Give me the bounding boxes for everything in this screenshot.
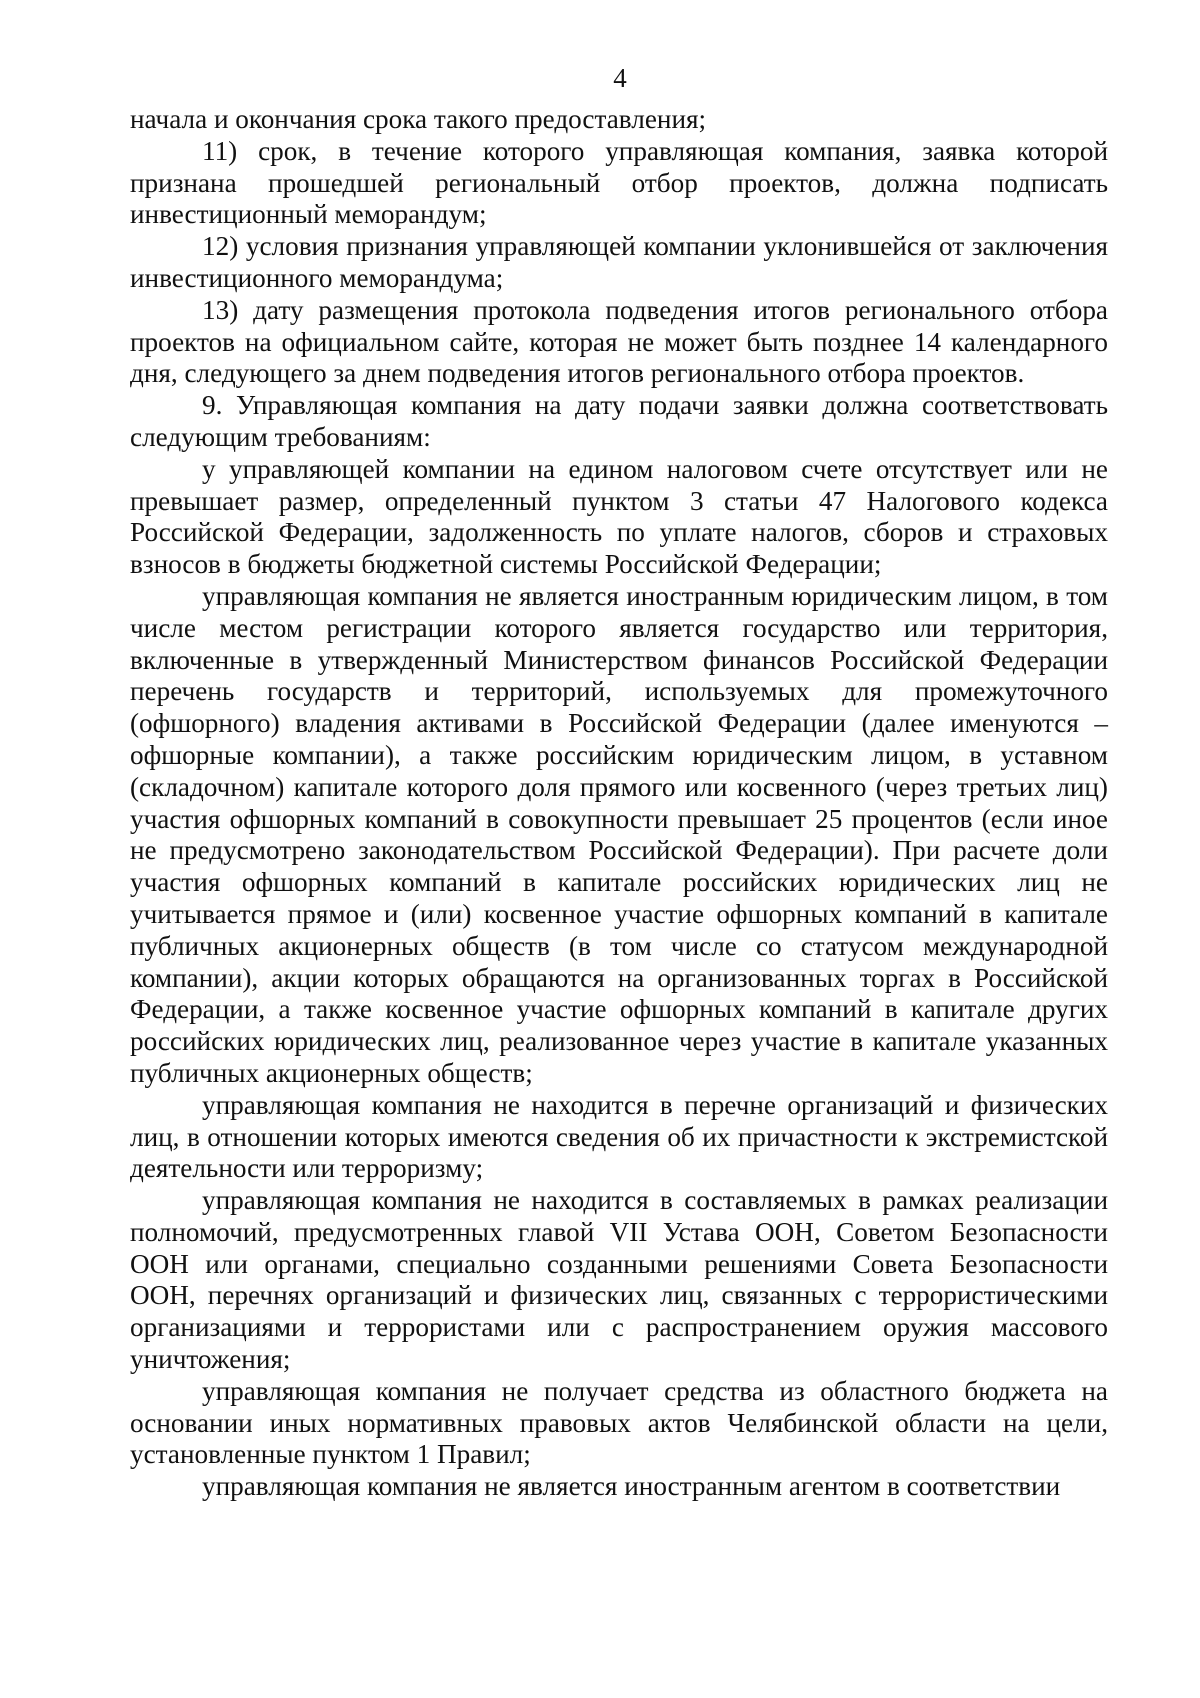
document-body xyxy=(130,104,1108,1503)
paragraph-requirement-tax: у управляющей компании на едином налоговом счете отсутствует или не превышает размер, определенный пунктом 3 статьи 47 Налогового кодекса Российской Федерации, задолженность по уплате налогов, сборов и страховых взносов в бюджеты бюджетной системы Российской Федерации; xyxy=(130,453,1108,580)
paragraph-item-13: 13) дату размещения протокола подведения итогов регионального отбора проектов на официальном сайте, которая не может быть позднее 14 календарного дня, следующего за днем подведения итогов регионального отбора проектов. xyxy=(130,294,1108,389)
paragraph-requirement-un-lists: управляющая компания не находится в составляемых в рамках реализации полномочий, предусмотренных главой VII Устава ООН, Советом Безопасности ООН или органами, специально созданными решениями Совета Безопасности ООН, перечнях организаций и физических лиц, связанных с террористическими организациями и террористами или с распространением оружия массового уничтожения; xyxy=(130,1185,1108,1375)
paragraph-requirement-extremism: управляющая компания не находится в перечне организаций и физических лиц, в отношении которых имеются сведения об их причастности к экстремистской деятельности или терроризму; xyxy=(130,1089,1108,1184)
paragraph-item-12: 12) условия признания управляющей компании уклонившейся от заключения инвестиционного меморандума; xyxy=(130,231,1108,293)
paragraph-continuation: начала и окончания срока такого предоставления; xyxy=(130,104,707,134)
paragraph-requirement-offshore: управляющая компания не является иностранным юридическим лицом, в том числе местом регистрации которого является государство или территория, включенные в утвержденный Министерством финансов Российской Федерации перечень государств и территорий, используемых для промежуточного (офшорного) владения активами в Российской Федерации (далее именуются – офшорные компании), а также российским юридическим лицом, в уставном (складочном) капитале которого доля прямого или косвенного (через третьих лиц) участия офшорных компаний в совокупности превышает 25 процентов (если иное не предусмотрено законодательством Российской Федерации). При расчете доли участия офшорных компаний в капитале российских юридических лиц не учитывается прямое и (или) косвенное участие офшорных компаний в капитале публичных акционерных обществ (в том числе со статусом международной компании), акции которых обращаются на организованных торгах в Российской Федерации, а также косвенное участие офшорных компаний в капитале других российских юридических лиц, реализованное через участие в капитале указанных публичных акционерных обществ; xyxy=(130,580,1108,1088)
page-number: 4 xyxy=(613,63,627,93)
paragraph-section-9: 9. Управляющая компания на дату подачи заявки должна соответствовать следующим требованиям: xyxy=(130,390,1108,452)
paragraph-requirement-budget: управляющая компания не получает средства из областного бюджета на основании иных нормативных правовых актов Челябинской области на цели, установленные пунктом 1 Правил; xyxy=(130,1375,1108,1470)
paragraph-item-11: 11) срок, в течение которого управляющая компания, заявка которой признана прошедшей региональный отбор проектов, должна подписать инвестиционный меморандум; xyxy=(130,135,1108,230)
paragraph-requirement-foreign-agent: управляющая компания не является иностранным агентом в соответствии xyxy=(202,1471,1061,1502)
